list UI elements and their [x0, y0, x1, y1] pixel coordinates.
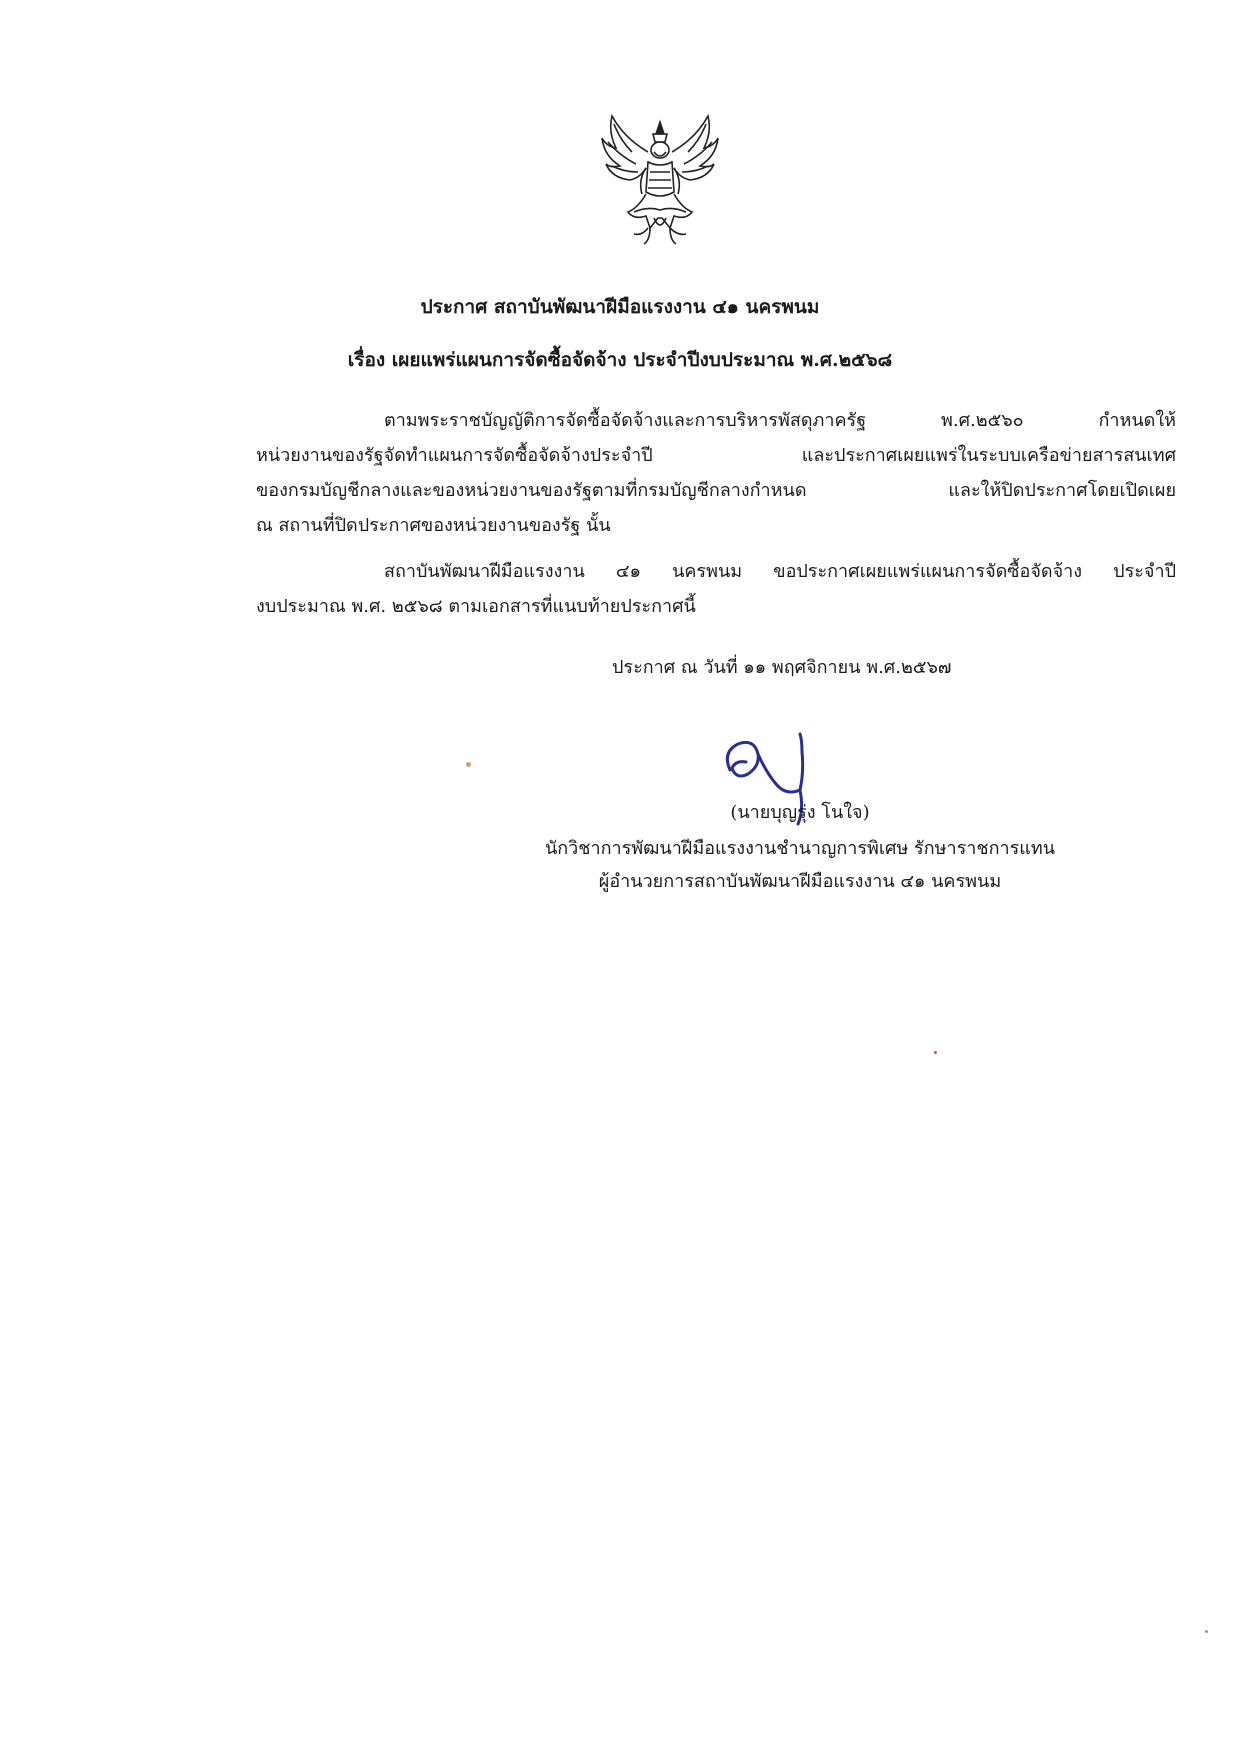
body-paragraph-1: [256, 403, 1176, 543]
scan-speck: [934, 1051, 937, 1054]
signatory-position-line-1: นักวิชาการพัฒนาฝีมือแรงงานชำนาญการพิเศษ รักษาราชการแทน: [544, 838, 1056, 859]
body-paragraph-2: [256, 554, 1176, 624]
scan-speck: [1205, 1630, 1208, 1633]
signatory-name: (นายบุญรุ่ง โนใจ): [730, 802, 870, 823]
paragraph-1-line-2: หน่วยงานของรัฐจัดทำแผนการจัดซื้อจัดจ้างประจำปี และประกาศเผยแพร่ในระบบเครือข่ายสารสนเทศ: [256, 445, 1176, 466]
announcement-title: ประกาศ สถาบันพัฒนาฝีมือแรงงาน ๔๑ นครพนม: [420, 296, 820, 318]
paragraph-2-line-1: สถาบันพัฒนาฝีมือแรงงาน ๔๑ นครพนม ขอประกาศเผยแพร่แผนการจัดซื้อจัดจ้าง ประจำปี: [384, 561, 1176, 582]
paragraph-2-line-2: งบประมาณ พ.ศ. ๒๕๖๘ ตามเอกสารที่แนบท้ายประกาศนี้: [256, 596, 696, 617]
paragraph-1-line-3: ของกรมบัญชีกลางและของหน่วยงานของรัฐตามที่กรมบัญชีกลางกำหนด และให้ปิดประกาศโดยเปิดเผย: [256, 480, 1176, 501]
paragraph-1-line-4: ณ สถานที่ปิดประกาศของหน่วยงานของรัฐ นั้น: [256, 515, 611, 536]
garuda-emblem-icon: [598, 108, 723, 250]
announcement-date: ประกาศ ณ วันที่ ๑๑ พฤศจิกายน พ.ศ.๒๕๖๗: [612, 657, 952, 678]
announcement-subject: เรื่อง เผยแพร่แผนการจัดซื้อจัดจ้าง ประจำปีงบประมาณ พ.ศ.๒๕๖๘: [347, 349, 893, 371]
paragraph-1-line-1: ตามพระราชบัญญัติการจัดซื้อจัดจ้างและการบริหารพัสดุภาครัฐ พ.ศ.๒๕๖๐ กำหนดให้: [384, 410, 1176, 431]
signatory-position-line-2: ผู้อำนวยการสถาบันพัฒนาฝีมือแรงงาน ๔๑ นครพนม: [598, 871, 1002, 892]
scan-speck: [466, 762, 471, 767]
